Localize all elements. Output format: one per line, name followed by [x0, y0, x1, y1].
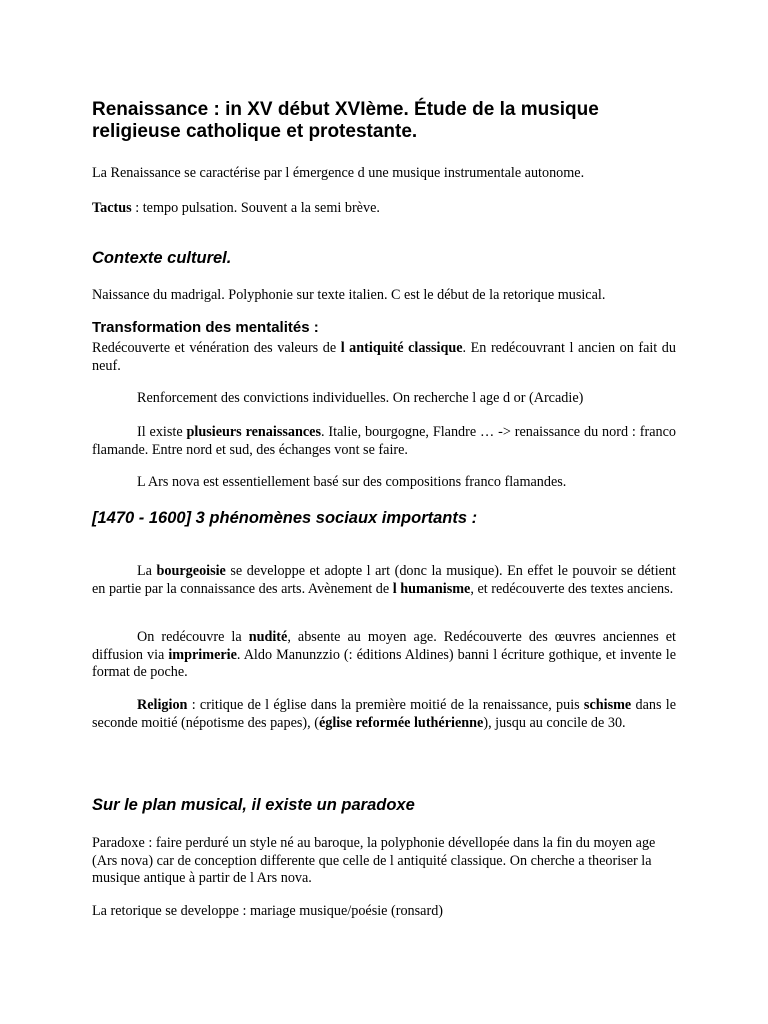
text-run: se developpe et adopte l art (donc la musique). En effet le pouvoir se détient en partie par la connaissance des arts. Avènement de: [92, 563, 676, 597]
text-run: dans le seconde moitié (népotisme des papes), (: [92, 697, 676, 731]
bold-run: l humanisme: [392, 580, 471, 597]
paradoxe-paragraph-2: La retorique se developpe : mariage musique/poésie (ronsard): [92, 903, 444, 919]
phenomenes-paragraph-1: [92, 563, 676, 598]
tactus-term: Tactus: [92, 200, 132, 216]
text-run: , absente au moyen age. Redécouverte des œuvres anciennes et diffusion via: [92, 629, 676, 663]
intro-paragraph: La Renaissance se caractérise par l émergence d une musique instrumentale autonome.: [92, 165, 585, 181]
heading-contexte: Contexte culturel.: [92, 249, 232, 267]
text-run: On redécouvre la: [137, 629, 249, 645]
phenomenes-paragraph-3: [92, 697, 676, 732]
tactus-text: : tempo pulsation. Souvent a la semi brève.: [131, 200, 380, 216]
text-run: Redécouverte et vénération des valeurs de: [92, 340, 341, 356]
text-run: . Aldo Manunzzio (: éditions Aldines) banni l écriture gothique, et invente le format de poche.: [92, 646, 677, 681]
text-run: . En redécouvrant l ancien on fait du neuf.: [92, 340, 676, 374]
text-run: La: [137, 563, 157, 579]
bold-run: Religion: [137, 697, 188, 713]
bold-run: imprimerie: [168, 646, 237, 663]
text-run: : critique de l église dans la première moitié de la renaissance, puis: [187, 697, 584, 713]
mentalites-paragraph-4: L Ars nova est essentiellement basé sur des compositions franco flamandes.: [137, 474, 567, 490]
mentalites-paragraph-1: [92, 340, 676, 375]
document-title: Renaissance : in XV début XVIème. Étude de la musique religieuse catholique et protestante.: [92, 99, 599, 142]
text-run: . Italie, bourgogne, Flandre … -> renaissance du nord : franco flamande. Entre nord et sud, des échanges vont se faire.: [92, 424, 676, 458]
paradoxe-paragraph-1: Paradoxe : faire perduré un style né au baroque, la polyphonie dévellopée dans la fin du moyen age (Ars nova) car de conception differente que celle de l antiquité classique. On cherche a theoriser la musique antique à partir de l Ars nova.: [92, 835, 656, 887]
text-run: , et redécouverte des textes anciens.: [470, 580, 674, 597]
bold-run: l antiquité classique: [340, 340, 463, 356]
mentalites-paragraph-3: [92, 424, 676, 459]
mentalites-paragraph-2: Renforcement des convictions individuelles. On recherche l age d or (Arcadie): [137, 390, 584, 406]
text-run: ), jusqu au concile de 30.: [483, 714, 626, 731]
bold-run: plusieurs renaissances: [186, 424, 321, 440]
heading-phenomenes: [1470 - 1600] 3 phénomènes sociaux importants :: [92, 509, 478, 527]
text-run: Il existe: [137, 424, 187, 440]
bold-run: schisme: [583, 697, 632, 713]
contexte-paragraph: Naissance du madrigal. Polyphonie sur texte italien. C est le début de la retorique musical.: [92, 287, 606, 303]
bold-run: bourgeoisie: [156, 563, 226, 579]
heading-paradoxe: Sur le plan musical, il existe un paradoxe: [92, 796, 415, 814]
phenomenes-paragraph-2: [92, 629, 676, 682]
heading-mentalites: Transformation des mentalités :: [92, 319, 319, 336]
tactus-paragraph: [92, 200, 676, 218]
bold-run: nudité: [248, 629, 288, 645]
bold-run: église reformée luthérienne: [318, 714, 484, 731]
